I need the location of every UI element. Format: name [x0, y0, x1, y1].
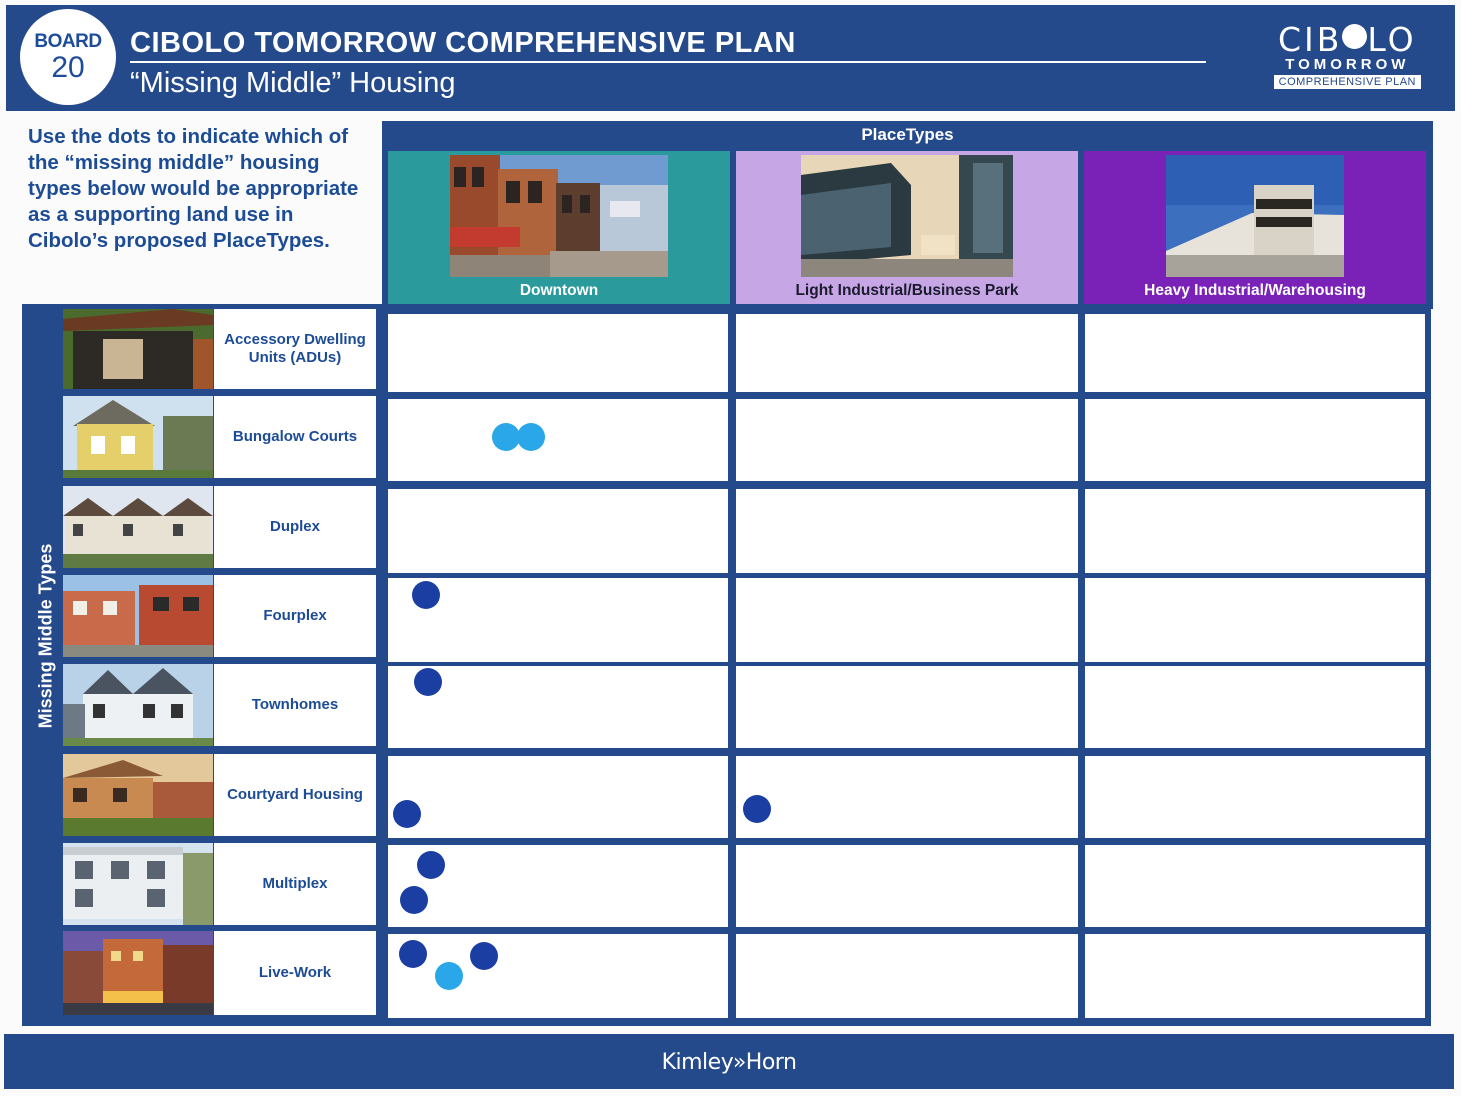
multiplex-photo	[63, 843, 213, 925]
instructions-text: Use the dots to indicate which of the “missing middle” housing types below would be appropriate as a supporting land use in Cibolo’s proposed PlaceTypes.	[28, 125, 359, 252]
grid-cell[interactable]	[1085, 934, 1425, 1018]
board-number-badge	[20, 9, 116, 105]
grid-cell[interactable]	[388, 489, 728, 573]
grid-cell[interactable]	[1085, 489, 1425, 573]
grid-cell[interactable]	[388, 666, 728, 748]
housing-type-label: Bungalow Courts	[214, 396, 376, 478]
placetypes-header-panel	[382, 121, 1433, 309]
title-divider	[130, 61, 1206, 63]
placetype-heavy-industrial	[1084, 151, 1426, 305]
live-work-photo	[63, 931, 213, 1015]
placetype-name-light-industrial: Light Industrial/Business Park	[795, 282, 1019, 299]
page-title: CIBOLO TOMORROW COMPREHENSIVE PLAN	[130, 27, 796, 59]
grid-cell[interactable]	[736, 314, 1078, 392]
grid-cell[interactable]	[1085, 399, 1425, 481]
grid-cell[interactable]	[736, 399, 1078, 481]
bungalow-photo	[63, 396, 213, 478]
fourplex-photo	[63, 575, 213, 657]
grid-cell[interactable]	[736, 666, 1078, 748]
placetype-name-downtown: Downtown	[519, 282, 599, 299]
grid-cell[interactable]	[1085, 666, 1425, 748]
housing-type-label: Townhomes	[214, 664, 376, 746]
housing-type-label: Courtyard Housing	[214, 754, 376, 836]
grid-cell[interactable]	[1085, 314, 1425, 392]
grid-cell[interactable]	[388, 578, 728, 662]
grid-cell[interactable]	[388, 314, 728, 392]
glass-office-building-photo	[801, 155, 1013, 277]
missing-middle-types-label: Missing Middle Types	[35, 543, 56, 729]
grid-cell[interactable]	[388, 399, 728, 481]
grid-cell[interactable]	[736, 845, 1078, 927]
logo-comprehensive-plan: COMPREHENSIVE PLAN	[1274, 75, 1421, 89]
vote-dot[interactable]	[399, 940, 427, 968]
vote-dot[interactable]	[517, 423, 545, 451]
vote-dot[interactable]	[470, 942, 498, 970]
grid-cell[interactable]	[736, 489, 1078, 573]
page-subtitle: “Missing Middle” Housing	[130, 67, 456, 99]
housing-type-label: Live-Work	[214, 931, 376, 1015]
vote-dot[interactable]	[492, 423, 520, 451]
duplex-photo	[63, 486, 213, 568]
grid-cell[interactable]	[388, 845, 728, 927]
downtown-street-photo	[450, 155, 668, 277]
housing-type-label: Fourplex	[214, 575, 376, 657]
placetype-name-heavy-industrial: Heavy Industrial/Warehousing	[1144, 282, 1366, 299]
townhomes-photo	[63, 664, 213, 746]
courtyard-photo	[63, 754, 213, 836]
placetype-downtown	[388, 151, 730, 305]
cibolo-tomorrow-logo	[1274, 20, 1421, 89]
grid-cell[interactable]	[736, 578, 1078, 662]
placetype-light-industrial	[736, 151, 1078, 305]
logo-tomorrow: TOMORROW	[1285, 56, 1410, 73]
housing-type-label: Multiplex	[214, 843, 376, 925]
housing-type-label: Accessory Dwelling Units (ADUs)	[214, 309, 376, 389]
vote-dot[interactable]	[412, 581, 440, 609]
board-label: BOARD	[34, 31, 102, 52]
grid-cell[interactable]	[1085, 756, 1425, 838]
vote-dot[interactable]	[435, 962, 463, 990]
warehouse-building-photo	[1166, 155, 1344, 277]
logo-text-part2: LO	[1367, 20, 1417, 59]
board-number: 20	[51, 51, 85, 84]
grid-cell[interactable]	[1085, 578, 1425, 662]
housing-type-label: Duplex	[214, 486, 376, 568]
vote-dot[interactable]	[400, 886, 428, 914]
vote-dot[interactable]	[414, 668, 442, 696]
logo-text-part1: CIB	[1278, 20, 1343, 59]
vote-dot[interactable]	[417, 851, 445, 879]
grid-cell[interactable]	[388, 934, 728, 1018]
grid-cell[interactable]	[736, 934, 1078, 1018]
vote-dot[interactable]	[393, 800, 421, 828]
board-header	[6, 5, 1455, 111]
grid-cell[interactable]	[736, 756, 1078, 838]
grid-cell[interactable]	[1085, 845, 1425, 927]
adu-photo	[63, 309, 213, 389]
globe-icon	[1342, 24, 1367, 49]
placetypes-heading: PlaceTypes	[861, 125, 954, 144]
kimley-horn-logo: Kimley»Horn	[661, 1050, 797, 1075]
vote-dot[interactable]	[743, 795, 771, 823]
grid-cell[interactable]	[388, 756, 728, 838]
footer-bar	[4, 1034, 1454, 1089]
